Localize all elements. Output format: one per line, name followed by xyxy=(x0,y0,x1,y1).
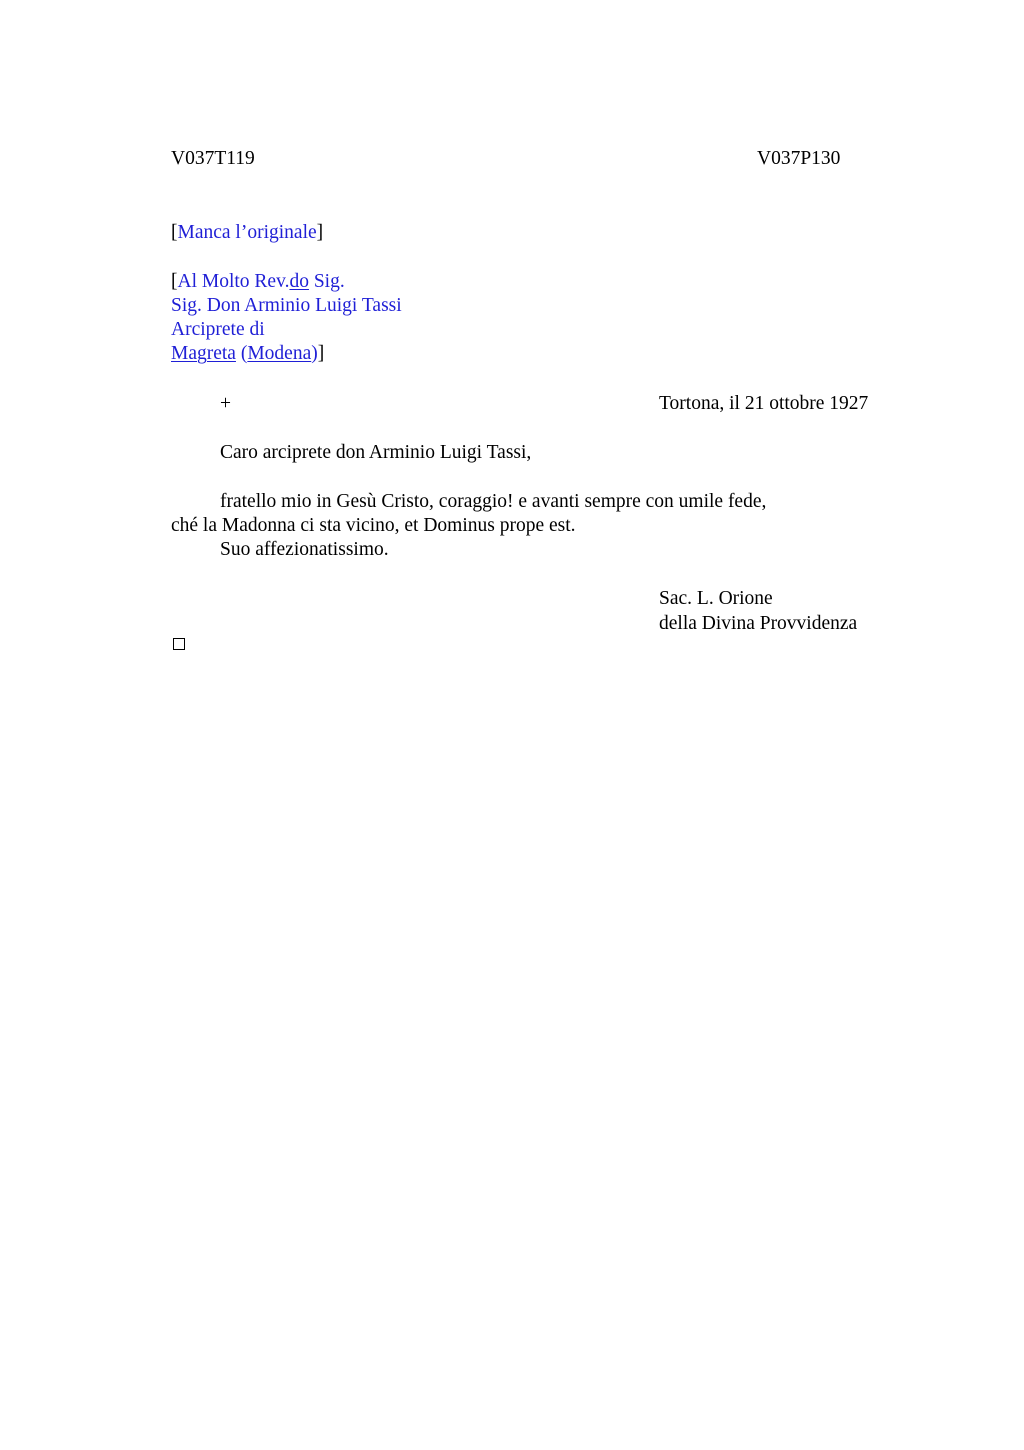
bracket-close: ] xyxy=(316,222,324,243)
editorial-note xyxy=(171,221,323,245)
missing-original-note: Manca l’originale xyxy=(177,222,317,243)
salutation: Caro arciprete don Arminio Luigi Tassi, xyxy=(220,442,532,463)
address-block xyxy=(171,270,402,366)
cross-symbol: + xyxy=(220,393,231,414)
place-date: Tortona, il 21 ottobre 1927 xyxy=(659,393,869,414)
left-archive-code: V037T119 xyxy=(171,148,255,169)
address-line-2: Sig. Don Arminio Luigi Tassi xyxy=(171,295,402,316)
signature-line-2: della Divina Provvidenza xyxy=(659,613,858,634)
address-place-link[interactable]: Magreta xyxy=(171,343,236,364)
right-archive-code: V037P130 xyxy=(757,148,841,169)
address-sig: Sig. xyxy=(308,271,345,292)
bracket-open: [ xyxy=(171,222,178,243)
body-line-1: fratello mio in Gesù Cristo, coraggio! e avanti sempre con umile fede, xyxy=(220,491,767,512)
bracket-open: [ xyxy=(171,271,178,292)
address-line-3: Arciprete di xyxy=(171,319,265,340)
address-paren-open: ( xyxy=(235,343,248,364)
address-honorific: Al Molto Rev. xyxy=(177,271,290,292)
signature-line-1: Sac. L. Orione xyxy=(659,588,773,609)
address-line-4 xyxy=(171,342,402,366)
address-paren-close: ) xyxy=(311,343,318,364)
end-marker-checkbox xyxy=(173,638,185,650)
address-line-1 xyxy=(171,270,402,294)
address-city-link[interactable]: Modena xyxy=(247,343,312,364)
body-line-2: ché la Madonna ci sta vicino, et Dominus prope est. xyxy=(171,515,576,536)
bracket-close: ] xyxy=(317,343,325,364)
address-honorific-suffix: do xyxy=(289,271,309,292)
closing: Suo affezionatissimo. xyxy=(220,539,389,560)
